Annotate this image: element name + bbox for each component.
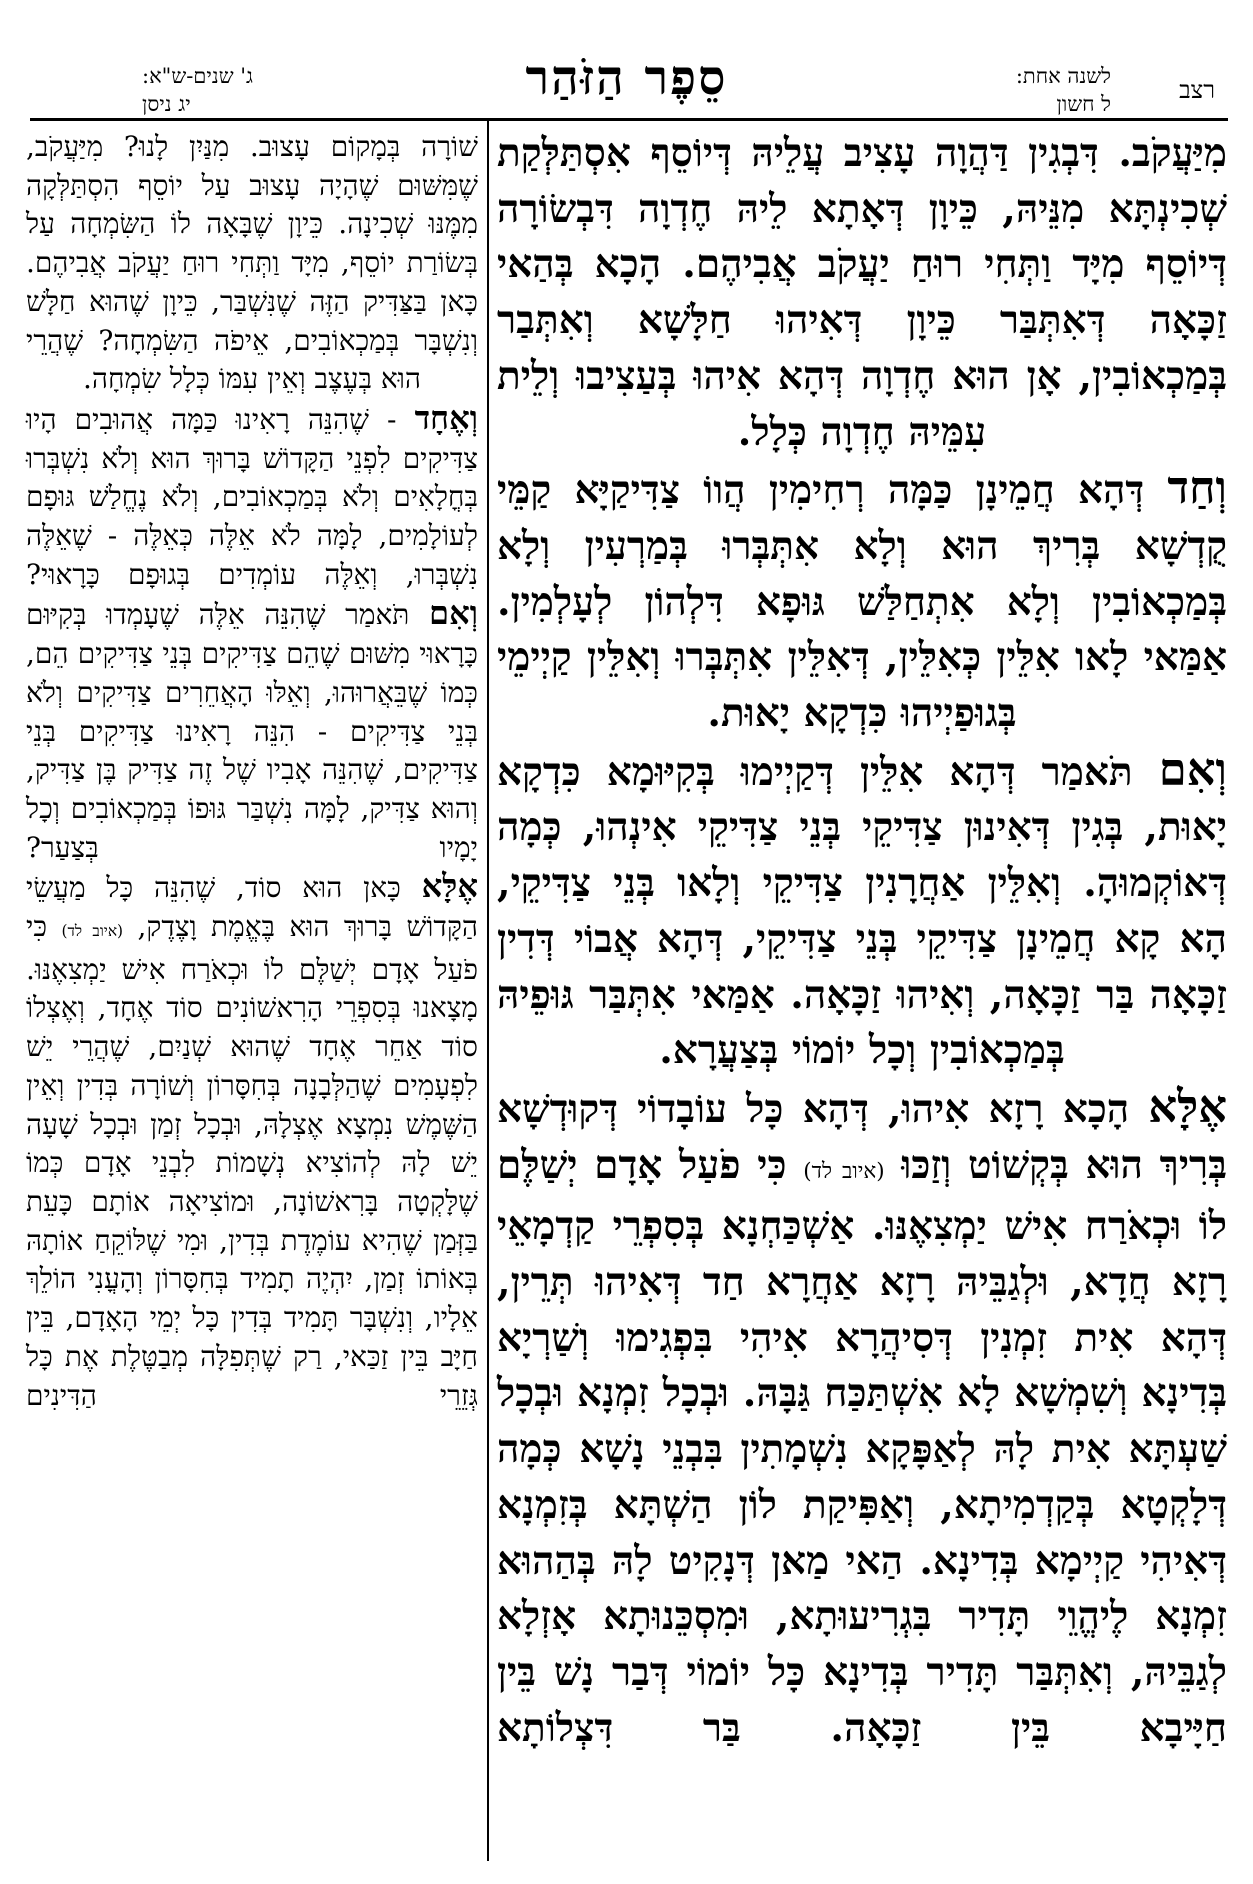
page-header bbox=[0, 0, 1253, 120]
main-paragraph-1: מִיַּעֲקֹב. דִּבְגִין דַּהֲוָה עָצִיב עֲלֵיהּ דְּיוֹסֵף אִסְתַּלְּקַת שְׁכִינְתָּא מִנֵּיהּ, כֵּיוָן דְּאָתָא לֵיהּ חֶדְוָה דִּבְשׂוֹרָה דְּיוֹסֵף מִיָּד וַתְּחִי רוּחַ יַעֲקֹב אֲבִיהֶם. הָכָא בְּהַאי זַכָּאָה דְּאִתְּבַּר כֵּיוָן דְּאִיהוּ חַלָּשָׁא וְאִתְּבַר בְּמַכְאוֹבִין, אָן הוּא חֶדְוָה דְּהָא אִיהוּ בְּעַצִיבוּ וְלֵית עִמֵּיהּ חֶדְוָה כְּלָל. bbox=[497, 130, 1227, 455]
header-rule bbox=[30, 118, 1228, 121]
column-divider bbox=[487, 121, 489, 1861]
schedule-three-years: ג' שנים-ש"א: bbox=[142, 64, 253, 88]
commentary-paragraph-2: וְאֶחָד - שֶׁהִנֵּה רָאִינוּ כַּמָּה אֲהוּבִים הָיוּ צַדִּיקִים לִפְנֵי הַקָּדוֹשׁ בָּרוּךְ הוּא וְלֹא נִשְׁבְּרוּ בְּחֳלָאִים וְלֹא בְּמַכְאוֹבִים, וְלֹא נֶחֱלַשׁ גּוּפָם לְעוֹלָמִים, לָמָּה לֹא אֵלֶּה כְּאֵלֶּה - שֶׁאֵלֶּה נִשְׁבְּרוּ, וְאֵלֶּה עוֹמְדִים בְּגוּפָם כָּרָאוּי? bbox=[26, 398, 479, 591]
main-aramaic-column bbox=[497, 126, 1227, 1756]
page-number: רצב bbox=[1179, 76, 1215, 104]
verse-source: (איוב לד) bbox=[61, 922, 124, 941]
commentary-paragraph-3: וְאִם תֹּאמַר שֶׁהִנֵּה אֵלֶּה שֶׁעָמְדוּ בְּקִיּוּם כָּרָאוּי מִשּׁוּם שֶׁהֵם צַדִּיקִים בְּנֵי צַדִּיקִים הֵם, כְּמוֹ שֶׁבֵּאֲרוּהוּ, וְאֵלּוּ הָאֲחֵרִים צַדִּיקִים וְלֹא בְּנֵי צַדִּיקִים - הִנֵּה רָאִינוּ צַדִּיקִים בְּנֵי צַדִּיקִים, שֶׁהִנֵּה אָבִיו שֶׁל זֶה צַדִּיק בֶּן צַדִּיק, וְהוּא צַדִּיק, לָמָּה נִשְׁבַּר גּוּפוֹ בְּמַכְאוֹבִים וְכָל יָמָיו בְּצַעַר? bbox=[26, 594, 478, 864]
paragraph-opener: וְאֶחָד bbox=[414, 398, 479, 437]
commentary-paragraph-1: שׁוֹרָה בְּמָקוֹם עָצוּב. מִנַּיִן לָנוּ? מִיַּעֲקֹב, שֶׁמִּשּׁוּם שֶׁהָיָה עָצוּב עַל יוֹסֵף הִסְתַּלְּקָה מִמֶּנּוּ שְׁכִינָה. כֵּיוָן שֶׁבָּאָה לוֹ הַשִּׂמְחָה עַל בְּשׂוֹרַת יוֹסֵף, מִיָּד וַתְּחִי רוּחַ יַעֲקֹב אֲבִיהֶם. כָּאן בַּצַּדִּיק הַזֶּה שֶׁנִּשְׁבַּר, כֵּיוָן שֶׁהוּא חַלָּשׁ וְנִשְׁבָּר בְּמַכְאוֹבִים, אֵיפֹה הַשִּׂמְחָה? שֶׁהֲרֵי הוּא בְּעֶצֶב וְאֵין עִמּוֹ כְּלָל שִׂמְחָה. bbox=[26, 130, 478, 396]
main-paragraph-3: וְאִם תֹּאמַר דְּהָא אִלֵּין דְּקַיְימוּ בְּקִיּוּמָא כִּדְקָא יָאוּת, בְּגִין דְּאִינוּן צַדִּיקֵי בְּנֵי צַדִּיקֵי אִינְהוּ, כְּמָה דְּאוֹקְמוּהָ. וְאִלֵּין אַחֲרָנִין צַדִּיקֵי וְלָאו בְּנֵי צַדִּיקֵי, הָא קָא חֲמֵינָן צַדִּיקֵי בְּנֵי צַדִּיקֵי, דְּהָא אֲבוֹי דְּדִין זַכָּאָה בַּר זַכָּאָה, וְאִיהוּ זַכָּאָה. אַמַּאי אִתְּבַּר גּוּפֵיהּ בְּמַכְאוֹבִין וְכָל יוֹמוֹי בְּצַעֲרָא. bbox=[497, 742, 1227, 1074]
schedule-one-year: לשנה אחת: bbox=[1015, 64, 1111, 88]
paragraph-opener: אֶלָּא bbox=[1148, 1079, 1227, 1133]
hebrew-commentary-column bbox=[26, 128, 478, 1415]
verse-source: (איוב לד) bbox=[803, 1158, 885, 1184]
paragraph-opener: וְאִם bbox=[1158, 742, 1227, 796]
commentary-paragraph-4: אֶלָּא כָּאן הוּא סוֹד, שֶׁהִנֵּה כָּל מַעֲשֵׂי הַקָּדוֹשׁ בָּרוּךְ הוּא בֶּאֱמֶת וָצֶדֶק, (איוב לד) כִּי פֹעַל אָדָם יְשַׁלֶּם לוֹ וּכְאֹרַח אִישׁ יַמְצִאֶנּוּ. מָצָאנוּ בְּסִפְרֵי הָרִאשׁוֹנִים סוֹד אֶחָד, וְאֶצְלוֹ סוֹד אַחֵר אֶחָד שֶׁהוּא שְׁנַיִם, שֶׁהֲרֵי יֵשׁ לִפְעָמִים שֶׁהַלְּבָנָה בְּחִסָּרוֹן וְשׁוֹרָה בְּדִין וְאֵין הַשֶּׁמֶשׁ נִמְצָא אֶצְלָהּ, וּבְכָל זְמַן וּבְכָל שָׁעָה יֵשׁ לָהּ לְהוֹצִיא נְשָׁמוֹת לִבְנֵי אָדָם כְּמוֹ שֶׁלָּקְטָה בָּרִאשׁוֹנָה, וּמוֹצִיאָה אוֹתָם כָּעֵת בַּזְּמַן שֶׁהִיא עוֹמֶדֶת בְּדִין, וּמִי שֶׁלּוֹקֵחַ אוֹתָהּ בְּאוֹתוֹ זְמַן, יִהְיֶה תָמִיד בְּחִסָּרוֹן וְהָעֳנִי הוֹלֵךְ אֵלָיו, וְנִשְׁבָּר תָּמִיד בְּדִין כָּל יְמֵי הָאָדָם, בֵּין חַיָּב בֵּין זַכַּאי, רַק שֶׁתְּפִלָּה מְבַטֶּלֶת אֶת כָּל גְּזֵרֵי הַדִּינִים bbox=[26, 867, 478, 1412]
paragraph-opener: אֶלָּא bbox=[421, 867, 478, 906]
schedule-one-year-date: ל חשון bbox=[1056, 92, 1111, 116]
book-title: סֵפֶר הַזֹּהַר bbox=[525, 50, 728, 106]
schedule-three-years-date: יג ניסן bbox=[142, 92, 191, 116]
main-paragraph-2: וְחַד דְּהָא חֲמֵינָן כַּמָּה רְחִימִין הֲווֹ צַדִּיקַיָּא קַמֵּי קֻדְשָׁא בְּרִיךְ הוּא וְלָא אִתְּבְּרוּ בְּמַרְעִין וְלָא בְּמַכְאוֹבִין וְלָא אִתְחַלַּשׁ גּוּפָא דִּלְהוֹן לְעָלְמִין. אַמַּאי לָאו אִלֵּין כְּאִלֵּין, דְּאִלֵּין אִתְּבְּרוּ וְאִלֵּין קַיְימֵי בְּגוּפַיְיהוּ כִּדְקָא יָאוּת. bbox=[497, 461, 1228, 737]
paragraph-opener: וְאִם bbox=[429, 594, 478, 633]
paragraph-opener: וְחַד bbox=[1167, 461, 1228, 515]
main-paragraph-4: אֶלָּא הָכָא רָזָא אִיהוּ, דְּהָא כָּל עוֹבָדוֹי דְּקוּדְשָׁא בְּרִיךְ הוּא בְּקְשׁוֹט וְזַכּוּ (איוב לד) כִּי פֹעַל אָדָם יְשַׁלֶּם לוֹ וּכְאֹרַח אִישׁ יַמְצִאֶנּוּ. אַשְׁכַּחְנָא בְּסִפְרֵי קַדְמָאֵי רָזָא חֲדָא, וּלְגַבֵּיהּ רָזָא אַחֲרָא חַד דְּאִיהוּ תְּרֵין, דְּהָא אִית זִמְנִין דְּסִיהֲרָא אִיהִי בִּפְגִימוּ וְשַׁרְיָא בְּדִינָא וְשִׁמְשָׁא לָא אִשְׁתַּכַּח גַּבָּהּ. וּבְכָל זִמְנָא וּבְכָל שַׁעְתָּא אִית לָהּ לְאַפָּקָא נִשְׁמָתִין בִּבְנֵי נָשָׁא כְּמָה דְּלָקְטָא בְּקַדְמִיתָא, וְאַפִּיקַת לוֹן הַשְׁתָּא בְּזִמְנָא דְּאִיהִי קַיְימָא בְּדִינָא. הַאי מַאן דְּנָקִיט לָהּ בְּהַהוּא זִמְנָא לֶיהֱוֵי תָּדִיר בִּגְרִיעוּתָא, וּמִסְכֵּנוּתָא אָזְלָא לְגַבֵּיהּ, וְאִתְּבַּר תָּדִיר בְּדִינָא כָּל יוֹמוֹי דְּבַר נָשׁ בֵּין חַיָּיבָא בֵּין זַכָּאָה. בַּר דִּצְלוֹתָא bbox=[497, 1079, 1228, 1751]
